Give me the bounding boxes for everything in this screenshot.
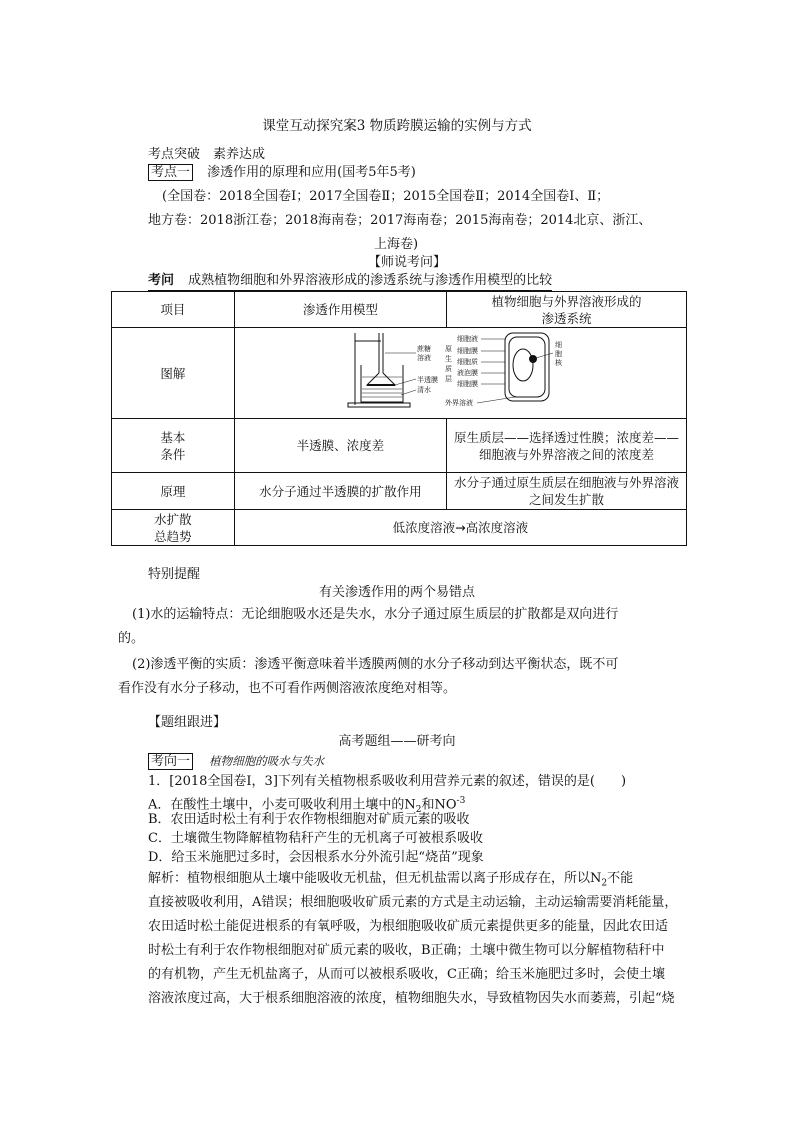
explanation-line-2: 直接被吸收利用，A错误；根细胞吸收矿质元素的方式是主动运输，主动运输需要消耗能量， [148,895,678,910]
table-row-trend [112,510,687,546]
label-side-c: 质 [445,365,453,373]
label-nucleus-3: 核 [555,359,563,367]
page-title: 课堂互动探究案3 物质跨膜运输的实例与方式 [262,118,532,134]
label-cytoplasm: 细胞质 [457,358,479,366]
row-principle-label: 原理 [112,473,235,510]
kaodian-text: 渗透作用的原理和应用(国考5年5考) [207,165,416,180]
kaowen-line [148,272,552,291]
label-cell-sap: 细胞液 [457,335,479,343]
table-row-principle [112,473,687,510]
table-row-diagram [112,328,687,419]
point1-line1: (1)水的运输特点：无论细胞吸水还是失水，水分子通过原生质层的扩散都是双向进行 [132,607,619,622]
label-side-a: 原 [445,345,453,353]
principle-cell: 水分子通过原生质层在细胞液与外界溶液之间发生扩散 [447,473,687,510]
point1-line2: 的。 [118,631,145,646]
label-nucleus-1: 细 [555,341,563,349]
osmosis-diagram [345,329,575,413]
kaoxiang-line [148,752,324,771]
label-cell-membrane-2: 细胞膜 [457,380,479,388]
gaokao-heading: 高考题组——研考向 [338,734,456,749]
header-model: 渗透作用模型 [234,292,446,328]
option-a: A．在酸性土壤中，小麦可吸收利用土壤中的$N_2$和$NO^{-3}$ [148,796,466,815]
row-conditions-label: 基本条件 [112,419,235,473]
option-c: C．土壤微生物降解植物秸秆产生的无机离子可被根系吸收 [148,831,483,846]
explanation-line-6: 溶液浓度过高，大于根系细胞溶液的浓度，植物细胞失水，导致植物因失水而萎蔫，引起“烧 [148,991,675,1006]
trend-value: 低浓度溶液→高浓度溶液 [234,510,686,546]
exam-line-3: 上海卷) [374,237,419,252]
explanation-line-3: 农田适时松土能促进根系的有氧呼吸，为根细胞吸收矿质元素提供更多的能量，因此农田适 [148,919,669,934]
comparison-table [111,291,687,546]
label-water: 清水 [417,386,432,394]
point2-line1: (2)渗透平衡的实质：渗透平衡意味着半透膜两侧的水分子移动到达平衡状态，既不可 [132,657,619,672]
question-1: 1．[2018全国卷Ⅰ，3]下列有关植物根系吸收利用营养元素的叙述，错误的是( ) [148,774,627,789]
label-solution: 溶液 [417,354,432,362]
exam-line-1: (全国卷：2018全国卷Ⅰ；2017全国卷Ⅱ；2015全国卷Ⅱ；2014全国卷Ⅰ、Ⅱ； [162,189,610,204]
conditions-model: 半透膜、浓度差 [234,419,446,473]
shishuo-heading: 【师说考问】 [368,255,447,270]
table-row-conditions [112,419,687,473]
header-cell: 植物细胞与外界溶液形成的渗透系统 [447,292,687,328]
exam-line-2: 地方卷：2018浙江卷；2018海南卷；2017海南卷；2015海南卷；2014北京、浙江、 [148,213,652,228]
explanation-line-5: 的有机物，产生无机盐离子，从而可以被根系吸收，C正确；给玉米施肥过多时，会使土壤 [148,967,665,982]
point2-line2: 看作没有水分子移动，也不可看作两侧溶液浓度绝对相等。 [118,681,457,696]
kaoxiang-text: 植物细胞的吸水与失水 [209,754,325,768]
table-header-row [112,292,687,328]
conditions-cell: 原生质层——选择透过性膜；浓度差——细胞液与外界溶液之间的浓度差 [447,419,687,473]
label-vacuole-membrane: 液泡膜 [457,369,479,377]
diagram-cell [234,328,686,419]
label-side-b: 生 [445,355,453,363]
reminder-title: 有关渗透作用的两个易错点 [318,585,475,600]
row-diagram-label: 图解 [112,328,235,419]
explanation-line-4: 时松土有利于农作物根细胞对矿质元素的吸收，B正确；土壤中微生物可以分解植物秸秆中 [148,943,665,958]
special-reminder: 特别提醒 [148,567,201,582]
explanation-line-1: 解析：植物根细胞从土壤中能吸收无机盐，但无机盐需以离子形成存在，所以$N_2$不能 [148,871,634,889]
option-d: D．给玉米施肥过多时，会因根系水分外流引起“烧苗”现象 [148,850,484,865]
principle-model: 水分子通过半透膜的扩散作用 [234,473,446,510]
row-trend-label: 水扩散总趋势 [112,510,235,546]
label-nucleus-2: 胞 [555,350,563,358]
kaowen-text: 成熟植物细胞和外界溶液形成的渗透系统与渗透作用模型的比较 [188,273,553,288]
tizu-heading: 【题组跟进】 [148,715,227,730]
label-sugar: 蔗糖 [417,345,432,353]
kaodian-label: 考点一 [148,164,193,181]
kaowen-label: 考问 [148,273,175,288]
label-membrane: 半透膜 [417,376,439,384]
header-item: 项目 [112,292,235,328]
option-b: B．农田适时松土有利于农作物根细胞对矿质元素的吸收 [148,812,470,827]
label-outer-solution: 外界溶液 [445,399,474,407]
kaoxiang-label: 考向一 [148,753,193,770]
label-cell-membrane: 细胞膜 [457,347,479,355]
kaodian-line [148,164,416,182]
label-side-d: 层 [445,375,453,383]
section-heading: 考点突破 素养达成 [148,147,266,162]
